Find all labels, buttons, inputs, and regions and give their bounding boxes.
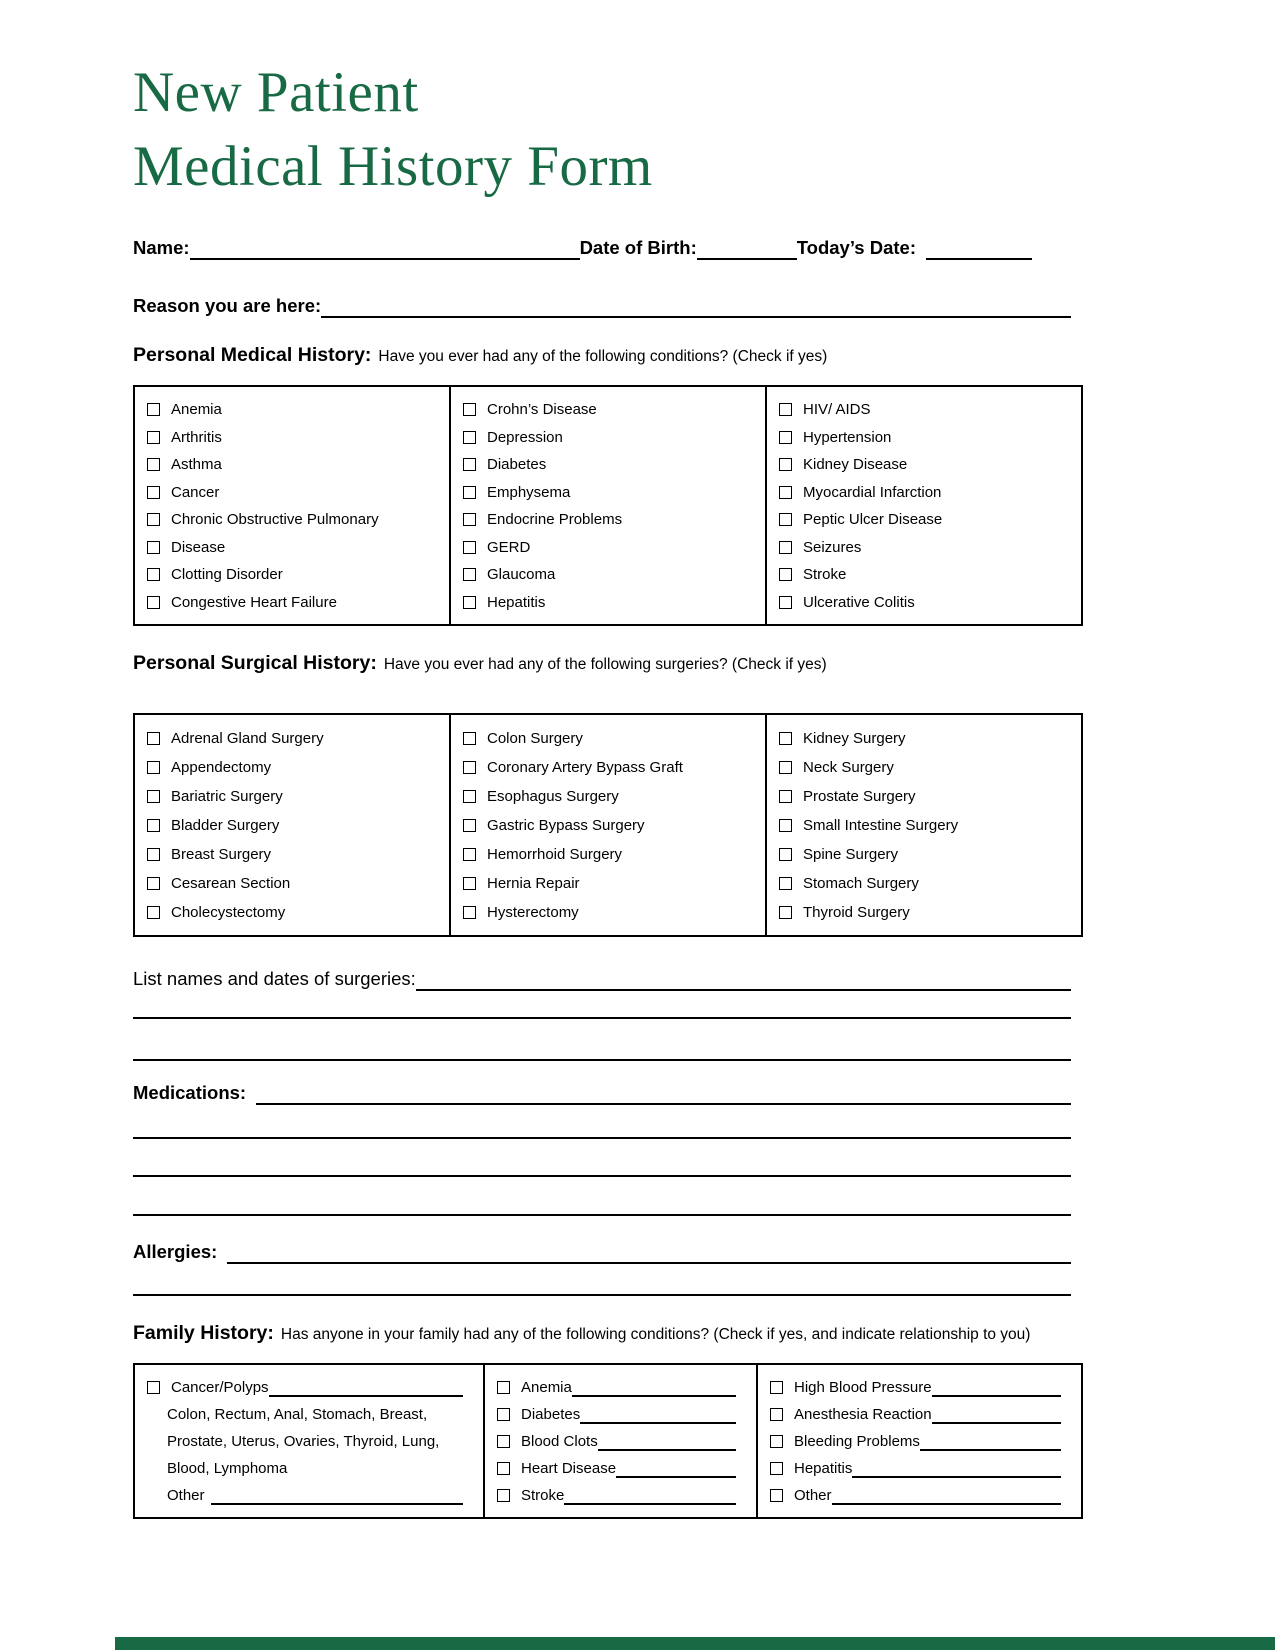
cancer-detail-line: Colon, Rectum, Anal, Stomach, Breast, <box>167 1406 428 1423</box>
condition-label: Chronic Obstructive Pulmonary <box>171 511 379 529</box>
condition-item[interactable] <box>779 506 1075 534</box>
family-condition-label: Cancer/Polyps <box>171 1379 269 1396</box>
surgery-item[interactable] <box>463 753 759 782</box>
surgery-label: Breast Surgery <box>171 846 272 863</box>
condition-label: Endocrine Problems <box>487 511 623 529</box>
family-condition-label: Anemia <box>521 1379 572 1396</box>
family-condition-label: Other <box>794 1487 832 1504</box>
medications-input-line[interactable] <box>256 1081 1071 1105</box>
relationship-input-line[interactable] <box>616 1460 736 1478</box>
checkbox[interactable] <box>463 541 476 554</box>
condition-item[interactable] <box>147 479 443 507</box>
surgery-label: Hemorrhoid Surgery <box>487 846 623 863</box>
checkbox[interactable] <box>147 486 160 499</box>
checkbox[interactable] <box>147 458 160 471</box>
checkbox[interactable] <box>463 596 476 609</box>
condition-label: Ulcerative Colitis <box>803 593 915 611</box>
checkbox[interactable] <box>147 596 160 609</box>
checkbox[interactable] <box>463 790 476 803</box>
checkbox[interactable] <box>463 458 476 471</box>
condition-label: Diabetes <box>487 456 547 474</box>
checkbox[interactable] <box>147 568 160 581</box>
checkbox[interactable] <box>779 848 792 861</box>
surgery-label: Neck Surgery <box>803 759 894 776</box>
condition-label: Asthma <box>171 456 222 474</box>
page-title <box>133 56 1083 204</box>
checkbox[interactable] <box>779 568 792 581</box>
condition-label: Cancer <box>171 483 220 501</box>
surgery-label: Bariatric Surgery <box>171 788 283 805</box>
surgery-label: Prostate Surgery <box>803 788 916 805</box>
reason-row <box>133 294 1071 318</box>
checkbox[interactable] <box>147 431 160 444</box>
checkbox[interactable] <box>770 1489 783 1502</box>
family-condition-label: Hepatitis <box>794 1460 853 1477</box>
medications-blank-line-3[interactable] <box>133 1214 1071 1216</box>
medications-row <box>133 1081 1071 1105</box>
condition-item[interactable] <box>463 451 759 479</box>
checkbox[interactable] <box>147 541 160 554</box>
checkbox[interactable] <box>497 1489 510 1502</box>
condition-label: Kidney Disease <box>803 456 908 474</box>
condition-item[interactable] <box>779 424 1075 452</box>
checkbox[interactable] <box>147 513 160 526</box>
family-condition-item[interactable] <box>770 1401 1075 1428</box>
personal-medical-table <box>133 385 1083 626</box>
surgery-label: Cholecystectomy <box>171 904 286 921</box>
checkbox[interactable] <box>779 541 792 554</box>
family-column-3 <box>756 1365 1081 1517</box>
condition-item[interactable] <box>779 479 1075 507</box>
relationship-input-line[interactable] <box>920 1433 1061 1451</box>
condition-item[interactable] <box>463 424 759 452</box>
other-input-line[interactable] <box>211 1487 463 1505</box>
surgery-label: Bladder Surgery <box>171 817 280 834</box>
name-input-line[interactable] <box>190 236 580 260</box>
family-condition-label: Blood Clots <box>521 1433 598 1450</box>
relationship-input-line[interactable] <box>572 1379 736 1397</box>
family-other-item <box>147 1482 477 1509</box>
checkbox[interactable] <box>147 790 160 803</box>
surgery-item[interactable] <box>147 840 443 869</box>
condition-item[interactable] <box>147 534 443 562</box>
condition-item[interactable] <box>779 561 1075 589</box>
family-condition-item[interactable] <box>497 1428 750 1455</box>
family-other-label: Other <box>167 1487 205 1504</box>
condition-label: Arthritis <box>171 428 222 446</box>
checkbox[interactable] <box>779 877 792 890</box>
relationship-input-line[interactable] <box>932 1406 1061 1424</box>
surgery-label: Cesarean Section <box>171 875 291 892</box>
checkbox[interactable] <box>497 1381 510 1394</box>
checkbox[interactable] <box>147 877 160 890</box>
surgery-item[interactable] <box>779 898 1075 927</box>
family-condition-label: Bleeding Problems <box>794 1433 920 1450</box>
surgery-item[interactable] <box>147 869 443 898</box>
family-condition-item[interactable] <box>770 1374 1075 1401</box>
surgery-label: Small Intestine Surgery <box>803 817 959 834</box>
checkbox[interactable] <box>770 1462 783 1475</box>
page-title-line1: New Patient <box>133 61 419 124</box>
condition-label: Stroke <box>803 566 847 584</box>
todays-date-label: Today’s Date: <box>796 237 916 258</box>
surgery-item[interactable] <box>463 724 759 753</box>
condition-label: Depression <box>487 428 563 446</box>
surgery-item[interactable] <box>147 811 443 840</box>
dob-label: Date of Birth: <box>579 237 697 258</box>
checkbox[interactable] <box>779 761 792 774</box>
checkbox[interactable] <box>497 1435 510 1448</box>
family-condition-label: High Blood Pressure <box>794 1379 932 1396</box>
surgery-item[interactable] <box>147 898 443 927</box>
checkbox[interactable] <box>779 906 792 919</box>
allergies-row <box>133 1240 1071 1264</box>
condition-item[interactable] <box>779 534 1075 562</box>
reason-label: Reason you are here: <box>133 295 322 316</box>
surgery-item[interactable] <box>779 869 1075 898</box>
surgery-item[interactable] <box>779 782 1075 811</box>
condition-item[interactable] <box>147 506 443 534</box>
checkbox[interactable] <box>463 431 476 444</box>
checkbox[interactable] <box>463 761 476 774</box>
condition-label: Seizures <box>803 538 862 556</box>
condition-label: Anemia <box>171 401 222 419</box>
condition-label: Myocardial Infarction <box>803 483 942 501</box>
name-dob-date-row <box>133 236 1071 260</box>
checkbox[interactable] <box>779 513 792 526</box>
surgery-label: Esophagus Surgery <box>487 788 619 805</box>
condition-item[interactable] <box>147 589 443 617</box>
surgeries-blank-line-1[interactable] <box>133 1017 1071 1019</box>
condition-item[interactable] <box>147 396 443 424</box>
checkbox[interactable] <box>779 732 792 745</box>
surgery-label: Stomach Surgery <box>803 875 919 892</box>
family-condition-label: Heart Disease <box>521 1460 617 1477</box>
surgery-item[interactable] <box>463 840 759 869</box>
surgery-label: Kidney Surgery <box>803 730 906 747</box>
checkbox[interactable] <box>147 848 160 861</box>
condition-item[interactable] <box>779 451 1075 479</box>
condition-item[interactable] <box>463 479 759 507</box>
family-column-2 <box>483 1365 756 1517</box>
condition-item[interactable] <box>779 396 1075 424</box>
personal-surgical-note: Have you ever had any of the following surgeries? (Check if yes) <box>383 656 827 673</box>
medications-label: Medications: <box>133 1082 247 1103</box>
surgery-label: Spine Surgery <box>803 846 899 863</box>
family-condition-item[interactable] <box>497 1401 750 1428</box>
checkbox[interactable] <box>497 1462 510 1475</box>
checkbox[interactable] <box>463 513 476 526</box>
surgeries-list-input-line[interactable] <box>416 967 1071 991</box>
checkbox[interactable] <box>147 403 160 416</box>
checkbox[interactable] <box>463 732 476 745</box>
condition-item[interactable] <box>463 534 759 562</box>
surgeries-column-3 <box>765 715 1081 935</box>
condition-label: HIV/ AIDS <box>803 401 871 419</box>
family-condition-item[interactable] <box>497 1455 750 1482</box>
condition-label: Hypertension <box>803 428 892 446</box>
allergies-blank-line-1[interactable] <box>133 1294 1071 1296</box>
checkbox[interactable] <box>779 403 792 416</box>
surgery-item[interactable] <box>463 898 759 927</box>
surgeries-list-row <box>133 967 1071 991</box>
checkbox[interactable] <box>770 1381 783 1394</box>
family-history-table <box>133 1363 1083 1519</box>
family-history-heading <box>133 1322 1083 1345</box>
footer-accent-bar <box>115 1637 1275 1650</box>
cancer-detail-lines <box>147 1401 477 1482</box>
family-condition-item[interactable] <box>770 1428 1075 1455</box>
relationship-input-line[interactable] <box>832 1487 1061 1505</box>
surgery-item[interactable] <box>463 869 759 898</box>
checkbox[interactable] <box>147 732 160 745</box>
surgery-item[interactable] <box>463 811 759 840</box>
checkbox[interactable] <box>147 1381 160 1394</box>
relationship-input-line[interactable] <box>564 1487 736 1505</box>
family-condition-item[interactable] <box>770 1455 1075 1482</box>
checkbox[interactable] <box>779 596 792 609</box>
family-condition-label: Diabetes <box>521 1406 581 1423</box>
surgery-label: Hernia Repair <box>487 875 580 892</box>
todays-date-input-line[interactable] <box>926 236 1032 260</box>
condition-label: Crohn’s Disease <box>487 401 597 419</box>
family-condition-item[interactable] <box>497 1374 750 1401</box>
condition-item[interactable] <box>463 561 759 589</box>
checkbox[interactable] <box>463 819 476 832</box>
family-condition-item[interactable] <box>770 1482 1075 1509</box>
surgery-item[interactable] <box>147 782 443 811</box>
relationship-input-line[interactable] <box>932 1379 1061 1397</box>
medical-conditions-column-2 <box>449 387 765 624</box>
name-label: Name: <box>133 237 190 258</box>
condition-item[interactable] <box>147 424 443 452</box>
page-title-line2: Medical History Form <box>133 135 653 198</box>
checkbox[interactable] <box>779 790 792 803</box>
medical-conditions-column-1 <box>135 387 449 624</box>
checkbox[interactable] <box>779 819 792 832</box>
surgery-item[interactable] <box>779 811 1075 840</box>
checkbox[interactable] <box>770 1408 783 1421</box>
family-condition-label: Anesthesia Reaction <box>794 1406 932 1423</box>
checkbox[interactable] <box>497 1408 510 1421</box>
surgery-item[interactable] <box>779 724 1075 753</box>
condition-item[interactable] <box>147 451 443 479</box>
checkbox[interactable] <box>147 761 160 774</box>
relationship-input-line[interactable] <box>580 1406 736 1424</box>
medications-blank-line-2[interactable] <box>133 1175 1071 1177</box>
checkbox[interactable] <box>463 486 476 499</box>
condition-label: Emphysema <box>487 483 571 501</box>
surgery-label: Appendectomy <box>171 759 272 776</box>
condition-item[interactable] <box>779 589 1075 617</box>
condition-item[interactable] <box>463 506 759 534</box>
surgery-label: Gastric Bypass Surgery <box>487 817 645 834</box>
surgery-label: Thyroid Surgery <box>803 904 910 921</box>
surgery-item[interactable] <box>147 724 443 753</box>
personal-surgical-table <box>133 713 1083 937</box>
family-column-1 <box>135 1365 483 1517</box>
surgery-label: Colon Surgery <box>487 730 583 747</box>
checkbox[interactable] <box>463 568 476 581</box>
allergies-label: Allergies: <box>133 1241 218 1262</box>
relationship-input-line[interactable] <box>598 1433 736 1451</box>
cancer-detail-line: Blood, Lymphoma <box>167 1460 288 1477</box>
surgery-item[interactable] <box>147 753 443 782</box>
checkbox[interactable] <box>463 906 476 919</box>
condition-item[interactable] <box>147 561 443 589</box>
checkbox[interactable] <box>147 819 160 832</box>
condition-label: Glaucoma <box>487 566 556 584</box>
personal-medical-heading <box>133 344 1083 367</box>
medical-conditions-column-3 <box>765 387 1081 624</box>
checkbox[interactable] <box>147 906 160 919</box>
surgery-item[interactable] <box>779 840 1075 869</box>
personal-surgical-title: Personal Surgical History: <box>133 652 377 674</box>
personal-medical-note: Have you ever had any of the following conditions? (Check if yes) <box>378 348 828 365</box>
condition-item[interactable] <box>463 589 759 617</box>
checkbox[interactable] <box>463 848 476 861</box>
family-history-title: Family History: <box>133 1322 274 1344</box>
personal-medical-title: Personal Medical History: <box>133 344 372 366</box>
reason-input-line[interactable] <box>321 294 1071 318</box>
surgery-label: Coronary Artery Bypass Graft <box>487 759 683 776</box>
condition-label: GERD <box>487 538 531 556</box>
surgery-label: Hysterectomy <box>487 904 579 921</box>
family-history-note: Has anyone in your family had any of the following conditions? (Check if yes, and indicate relationship to you) <box>280 1326 1031 1343</box>
checkbox[interactable] <box>779 486 792 499</box>
surgery-label: Adrenal Gland Surgery <box>171 730 324 747</box>
condition-label: Disease <box>171 538 226 556</box>
family-condition-item[interactable] <box>147 1374 477 1401</box>
checkbox[interactable] <box>463 403 476 416</box>
surgeries-column-1 <box>135 715 449 935</box>
medications-blank-line-1[interactable] <box>133 1137 1071 1139</box>
relationship-input-line[interactable] <box>852 1460 1061 1478</box>
surgeries-column-2 <box>449 715 765 935</box>
family-condition-label: Stroke <box>521 1487 565 1504</box>
dob-input-line[interactable] <box>697 236 797 260</box>
checkbox[interactable] <box>463 877 476 890</box>
checkbox[interactable] <box>779 431 792 444</box>
checkbox[interactable] <box>779 458 792 471</box>
condition-label: Peptic Ulcer Disease <box>803 511 943 529</box>
family-condition-item[interactable] <box>497 1482 750 1509</box>
condition-item[interactable] <box>463 396 759 424</box>
allergies-input-line[interactable] <box>227 1240 1071 1264</box>
condition-label: Hepatitis <box>487 593 546 611</box>
relationship-input-line[interactable] <box>269 1379 463 1397</box>
surgeries-blank-line-2[interactable] <box>133 1059 1071 1061</box>
surgery-item[interactable] <box>463 782 759 811</box>
surgeries-list-label: List names and dates of surgeries: <box>133 968 416 989</box>
condition-label: Clotting Disorder <box>171 566 283 584</box>
condition-label: Congestive Heart Failure <box>171 593 337 611</box>
checkbox[interactable] <box>770 1435 783 1448</box>
personal-surgical-heading <box>133 652 1083 675</box>
surgery-item[interactable] <box>779 753 1075 782</box>
cancer-detail-line: Prostate, Uterus, Ovaries, Thyroid, Lung, <box>167 1433 440 1450</box>
